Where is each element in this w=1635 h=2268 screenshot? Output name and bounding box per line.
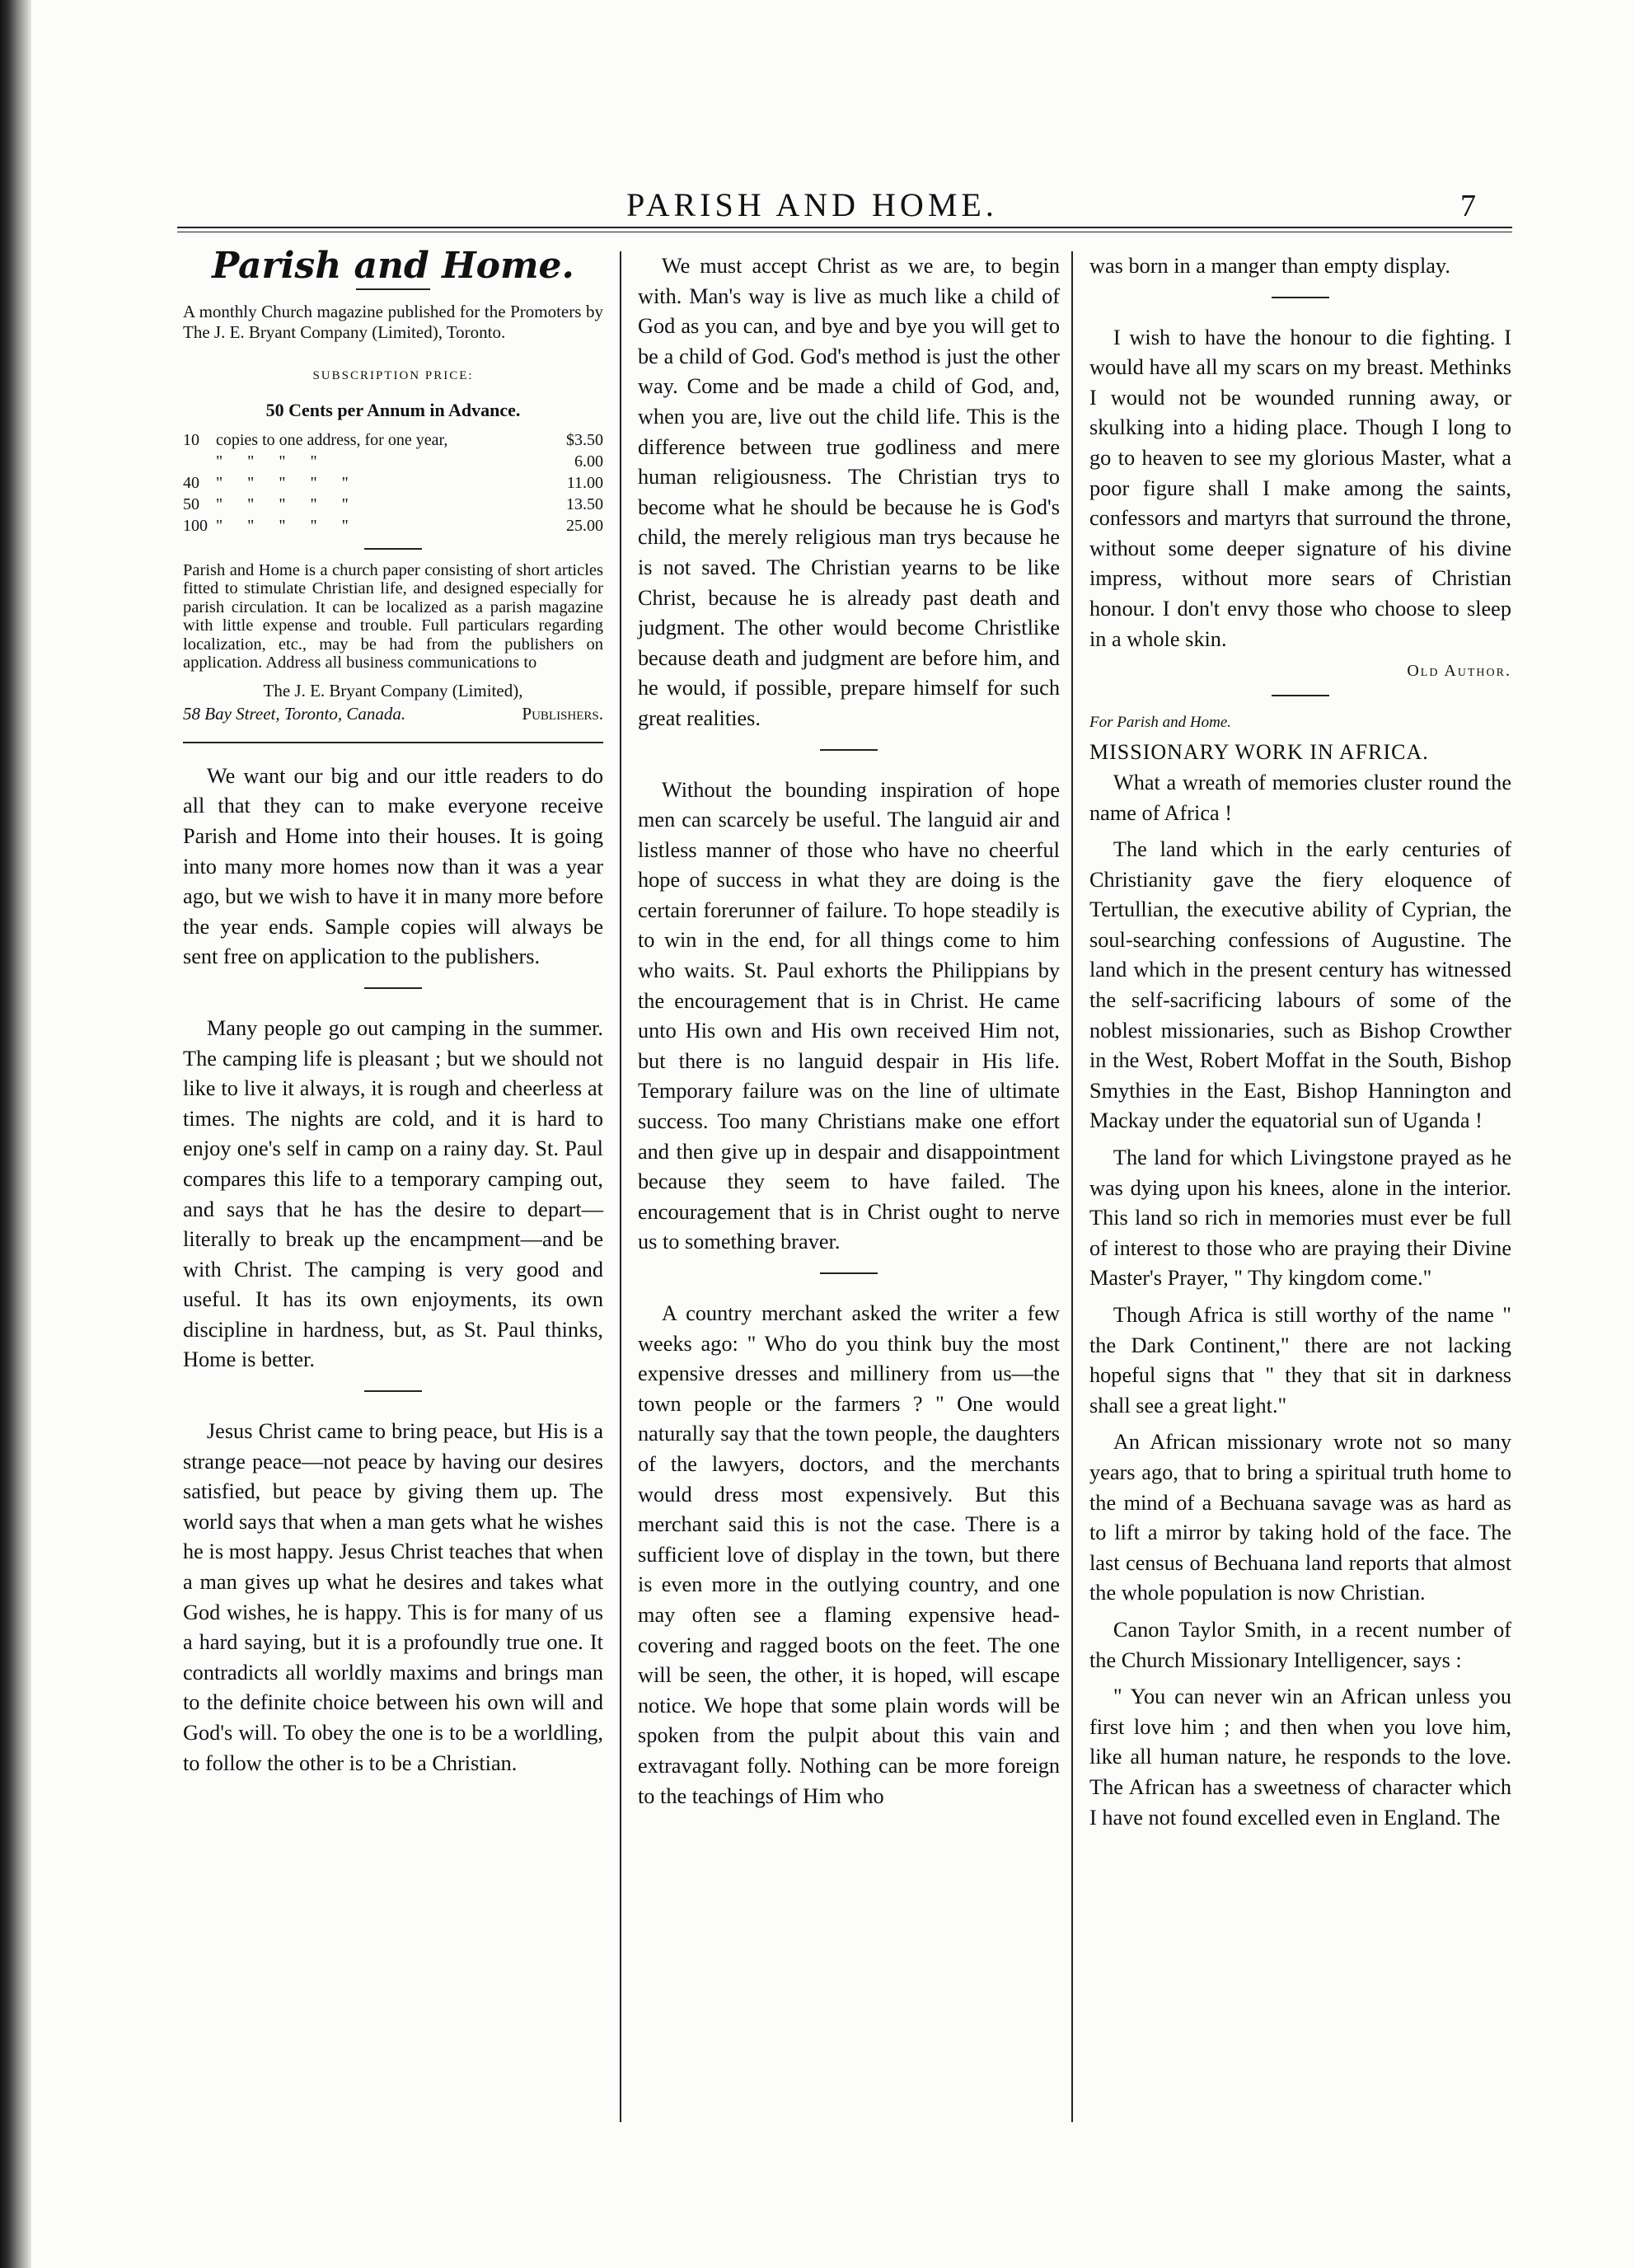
rate-qty	[183, 451, 216, 472]
subscription-heading: SUBSCRIPTION PRICE:	[312, 368, 474, 382]
divider	[364, 548, 422, 550]
rate-label: " " " " "	[216, 516, 349, 535]
column-3	[1089, 251, 1511, 1839]
subscription-main: 50 Cents per Annum in Advance.	[265, 400, 521, 421]
rate-label: copies to one address, for one year,	[216, 430, 448, 449]
masthead-title: Parish and Home.	[212, 245, 574, 287]
publisher-name: The J. E. Bryant Company (Limited),	[263, 680, 523, 701]
rate-qty: 10	[183, 430, 199, 449]
page-number: 7	[1460, 189, 1476, 223]
rate-price: 6.00	[574, 452, 603, 471]
divider	[364, 1390, 422, 1392]
article-paragraph: The land for which Livingstone prayed as he was dying upon his knees, alone in the interior. This land so rich in memories must ever be full of interest to those who are praying their Divine Master's Prayer, " Thy kingdom come."	[1089, 1146, 1511, 1291]
rate-row	[183, 429, 603, 451]
article-paragraph: was born in a manger than empty display.	[1089, 254, 1450, 278]
binding-edge	[0, 0, 31, 2268]
article-paragraph: We want our big and our ittle readers to do all that they can to make everyone receive Parish and Home into their houses. It is going into many more homes now than it was a year ago, but we wish to have it in many more before the year ends. Sample copies will always be sent free on application to the publishers.	[183, 763, 603, 969]
article-heading: MISSIONARY WORK IN AFRICA.	[1089, 740, 1429, 765]
rate-row	[183, 472, 603, 494]
divider	[820, 749, 878, 751]
rate-qty: 50	[183, 494, 199, 513]
rate-price: 11.00	[566, 473, 603, 492]
rate-qty: 100	[183, 516, 208, 535]
rate-label: " " " " "	[216, 494, 349, 513]
rate-price: 25.00	[566, 516, 603, 535]
publisher-address: 58 Bay Street, Toronto, Canada.	[183, 703, 406, 724]
publisher-block	[183, 679, 603, 725]
rate-price: 13.50	[566, 494, 603, 513]
rate-price: $3.50	[566, 430, 603, 449]
rate-qty: 40	[183, 473, 199, 492]
rates-table	[183, 429, 603, 537]
for-line: For Parish and Home.	[1089, 713, 1232, 731]
column-1	[183, 245, 603, 1785]
article-paragraph: Many people go out camping in the summer. The camping life is pleasant ; but we should not like to live it always, it is rough and cheerless at times. The nights are cold, and it is hard to enjoy one's self in camp on a rainy day. St. Paul compares this life to a temporary camping out, and says that he has the desire to depart—literally to break up the encampment—and be with Christ. The camping is very good and useful. It has its own enjoyments, its own discipline in hardness, but, as St. Paul thinks, Home is better.	[183, 1015, 603, 1372]
article-paragraph: Canon Taylor Smith, in a recent number of the Church Missionary Intelligencer, says :	[1089, 1617, 1511, 1672]
article-paragraph: What a wreath of memories cluster round the name of Africa !	[1089, 770, 1511, 825]
article-paragraph: Jesus Christ came to bring peace, but His is a strange peace—not peace by having our desires satisfied, but peace by giving them up. The world says that when a man gets what he wishes he is most happy. Jesus Christ teaches that when a man gives up what he desires and takes what God wishes, he is happy. This is for many of us a hard saying, but it is a profoundly true one. It contradicts all worldly maxims and brings man to the definite choice between his own will and God's will. To obey the one is to be a worldling, to follow the other is to be a Christian.	[183, 1419, 603, 1775]
article-paragraph: A country merchant asked the writer a few weeks ago: " Who do you think buy the most expensive dresses and millinery from us—the town people or the farmers ? " One would naturally say that the town people, the daughters of the lawyers, doctors, and the merchants would dress most expensively. But this merchant said this is not the case. There is a sufficient love of display in the town, but there is even more in the outlying country, and one may often see a flaming expensive head-covering and ragged boots on the feet. The one will be seen, the other, it is hoped, will escape notice. We hope that some plain words will be spoken from the pulpit about this vain and extravagant folly. Nothing can be more foreign to the teachings of Him who	[638, 1301, 1060, 1808]
divider	[364, 987, 422, 989]
divider	[356, 288, 430, 290]
article-paragraph: The land which in the early centuries of Christianity gave the fiery eloquence of Tertullian, the executive ability of Cyprian, the soul-searching confessions of Augustine. The land which in the present century has witnessed the self-sacrificing labours of some of the noblest missionaries, such as Bishop Crowther in the West, Robert Moffat in the South, Bishop Smythies in the East, Bishop Hannington and Mackay under the equatorial sun of Uganda !	[1089, 837, 1511, 1133]
running-head: PARISH AND HOME.	[626, 186, 998, 223]
signoff-line	[1089, 654, 1511, 686]
article-paragraph: Without the bounding inspiration of hope men can scarcely be useful. The languid air and listless manner of those who have no cheerful hope of success in what they are doing is the certain forerunner of failure. To hope steadily is to win in the end, for all things come to him who waits. St. Paul exhorts the Philippians by the encouragement that is in Christ. He came unto His own and His own received Him not, but there is no languid despair in His life. Temporary failure was on the line of ultimate success. Too many Christians make one effort and then give up in despair and disappointment because they seem to have failed. The encouragement that is in Christ ought to nerve us to something braver.	[638, 777, 1060, 1254]
rate-row	[183, 515, 603, 537]
column-2	[638, 251, 1060, 1818]
header-rule	[177, 227, 1512, 228]
article-paragraph: We must accept Christ as we are, to begin with. Man's way is live as much like a child of God as you can, and bye and bye you will get to be a child of God. God's method is just the other way. Come and be made a child of God, and, when you are, live out the child life. This is the difference between true godliness and mere human religiousness. The Christian trys to become what he should be because he is God's child, the merely religious man trys because he is not saved. The Christian yearns to be like Christ, because he is already past death and judgment. The other would become Christlike because death and judgment are before him, and he would, if possible, prepare himself for such great realities.	[638, 254, 1060, 730]
masthead-description: A monthly Church magazine published for the Promoters by The J. E. Bryant Company (Limited), Toronto.	[183, 301, 603, 342]
article-paragraph: " You can never win an African unless you first love him ; and then when you love him, like all human nature, he responds to the love. The African has a sweetness of character which I have not found excelled even in England. The	[1089, 1685, 1511, 1830]
masthead	[183, 245, 603, 725]
signoff: Old Author.	[1407, 662, 1511, 681]
divider	[1272, 695, 1329, 696]
rate-row	[183, 451, 603, 472]
masthead-rule	[183, 742, 603, 743]
publisher-label: Publishers.	[522, 703, 603, 724]
rate-label: " " " "	[216, 452, 317, 471]
article-paragraph: An African missionary wrote not so many years ago, that to bring a spiritual truth home to the mind of a Bechuana savage was as hard as to lift a mirror by taking hold of the face. The last census of Bechuana land reports that almost the whole population is now Christian.	[1089, 1430, 1511, 1605]
rate-label: " " " " "	[216, 473, 349, 492]
article-paragraph: Though Africa is still worthy of the name " the Dark Continent," there are not lacking hopeful signs that " they that sit in darkness shall see a great light."	[1089, 1303, 1511, 1418]
rate-row	[183, 494, 603, 515]
column-divider-1	[620, 251, 621, 2122]
divider	[820, 1272, 878, 1274]
column-divider-2	[1071, 251, 1073, 2122]
masthead-about: Parish and Home is a church paper consisting of short articles fitted to stimulate Christian life, and designed especially for parish circulation. It can be localized as a parish magazine with little expense and trouble. Full particulars regarding localization, etc., may be had from the publishers on application. Address all business communications to	[183, 560, 603, 672]
divider	[1272, 297, 1329, 298]
article-paragraph: I wish to have the honour to die fighting. I would have all my scars on my breast. Methinks I would not be wounded running away, or skulking into a hiding place. Though I long to go to heaven to see my glorious Master, what a poor figure shall I make among the saints, confessors and martyrs that surround the throne, without some deeper signature of his divine impress, without more sears of Christian honour. I don't envy those who choose to sleep in a whole skin.	[1089, 325, 1511, 651]
